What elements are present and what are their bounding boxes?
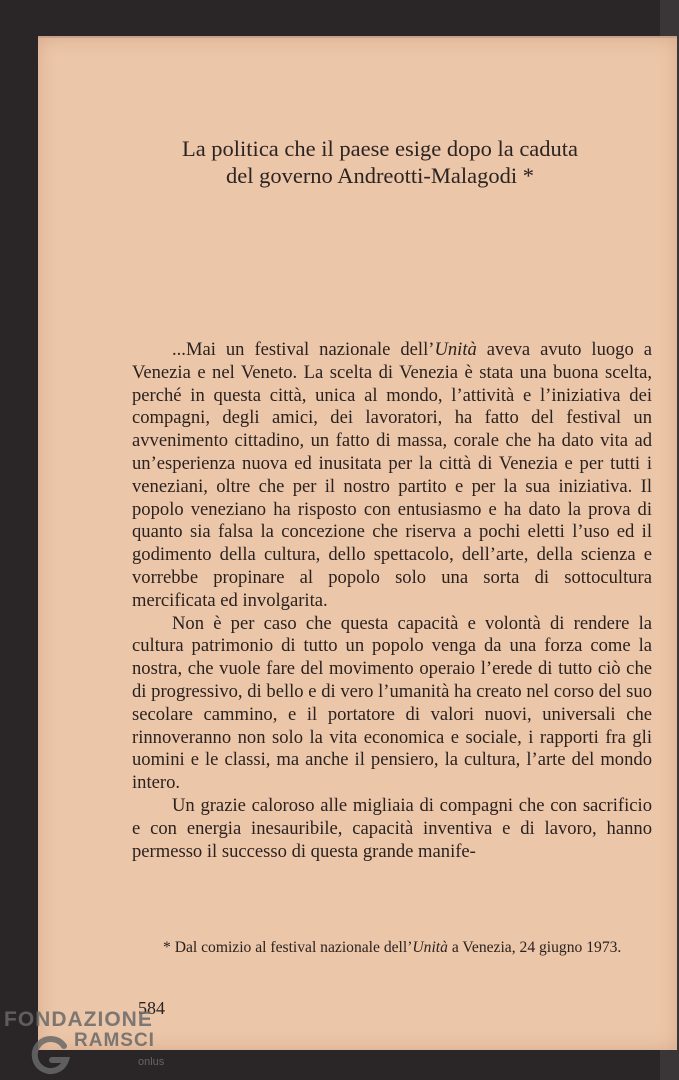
- watermark-logo: [0, 1004, 180, 1080]
- paragraph-1: [132, 339, 652, 613]
- body-text: [132, 339, 652, 863]
- title-line-1: La politica che il paese esige dopo la caduta: [181, 136, 579, 161]
- title-line-2: del governo Andreotti-Malagodi *: [225, 163, 535, 188]
- paragraph-1-rest: aveva avuto luogo a Venezia e nel Veneto. La scelta di Venezia è stata una buona scelta, perché in questa città, unica al mondo, l’attività e l’iniziativa dei compagni, degli amici, dei lavoratori, ha fatto del festival un avvenimento cittadino, un fatto di massa, corale che ha dato vita ad un’esperienza nuova ed inusitata per la città di Venezia e per tutti i veneziani, oltre che per il nostro partito e per la sua iniziativa. Il popolo veneziano ha risposto con entusiasmo e ha dato la prova di quanto sia falsa la concezione che riserva a pochi eletti l’uso ed il godimento della cultura, dello spettacolo, dell’arte, della scienza e vorrebbe propinare al popolo solo una sorta di sottocultura mercificata ed involgarita.: [132, 339, 652, 611]
- watermark-line-3: onlus: [138, 1056, 165, 1068]
- footnote-start: * Dal comizio al festival nazionale dell’: [163, 939, 413, 956]
- paragraph-3: Un grazie caloroso alle migliaia di compagni che con sacrificio e con energia inesauribile, capacità inventiva e di lavoro, hanno permesso il successo di questa grande manife-: [132, 794, 652, 862]
- g-logo-icon: [28, 1034, 72, 1078]
- page-title: [140, 135, 620, 189]
- watermark-line-2: RAMSCI: [74, 1030, 155, 1051]
- paragraph-1-start: ...Mai un festival nazionale dell’: [172, 339, 435, 360]
- footnote-rest: a Venezia, 24 giugno 1973.: [447, 939, 622, 956]
- footnote-italic: Unità: [412, 939, 448, 956]
- watermark-line-1: FONDAZIONE: [4, 1008, 153, 1031]
- paragraph-2: Non è per caso che questa capacità e volontà di rendere la cultura patrimonio di tutto un popolo venga da una forza come la nostra, che vuole fare del movimento operaio l’erede di tutto ciò che di progressivo, di bello e di vero l’umanità ha creato nel corso del suo secolare cammino, e il portatore di valori nuovi, universali che rinnoveranno non solo la vita economica e sociale, i rapporti fra gli uomini e le classi, ma anche il pensiero, la cultura, l’arte del mondo intero.: [132, 612, 652, 794]
- footnote: [137, 938, 654, 958]
- newspaper-title-italic: Unità: [434, 339, 477, 360]
- page-number: 584: [138, 998, 165, 1018]
